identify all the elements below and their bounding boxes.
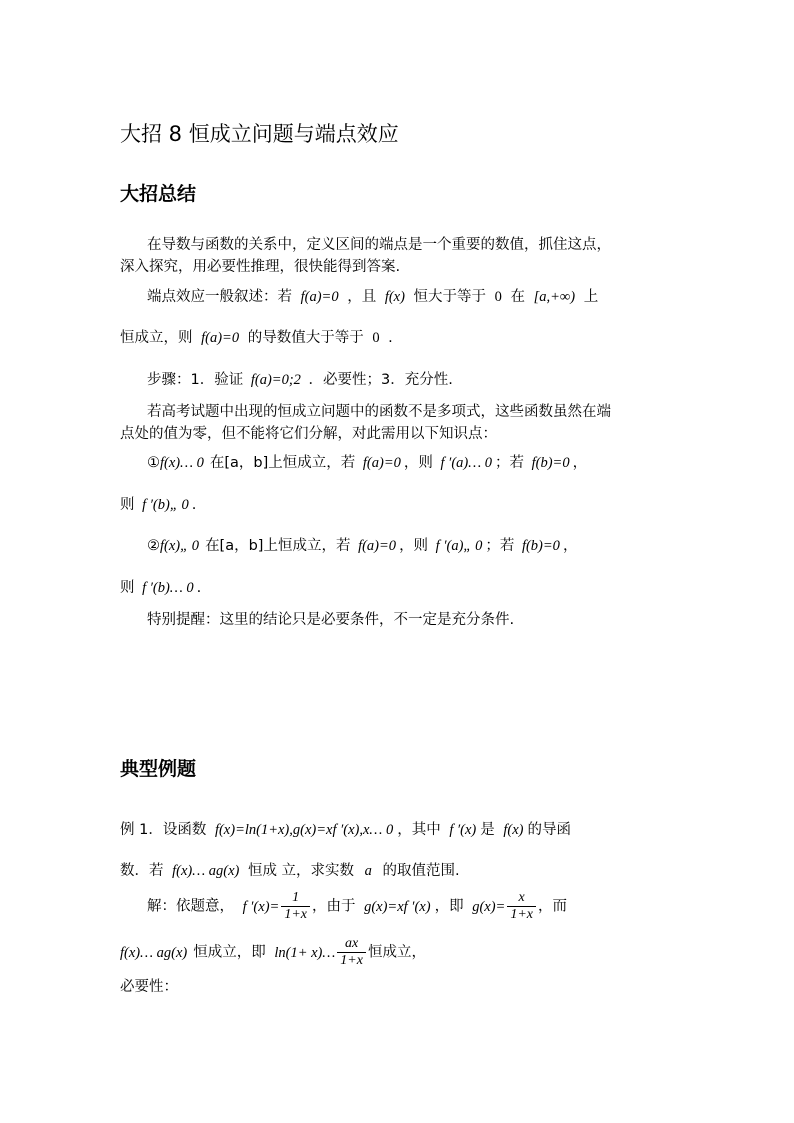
math-fx: f(x) xyxy=(384,289,405,305)
general2-text-b: 的导数值大于等于 xyxy=(247,330,364,346)
sol-text-b: ，由于 xyxy=(311,898,356,915)
sol-text-d: ，而 xyxy=(538,898,567,915)
k1-marker: ① xyxy=(147,455,160,471)
note-line-1: 若高考试题中出现的恒成立问题中的函数不是多项式，这些函数虽然在端 xyxy=(147,404,611,420)
k2b-text-a: 则 xyxy=(120,580,135,596)
sol-text-a: 解：依题意， xyxy=(147,898,234,915)
note-line-2: 点处的值为零，但不能将它们分解，对此需用以下知识点： xyxy=(120,426,497,442)
math-k2-1: f(x)„ 0 xyxy=(160,538,200,554)
math-fa-zero: f(a)=0 xyxy=(300,289,339,305)
special-reminder: 特别提醒：这里的结论只是必要条件，不一定是充分条件. xyxy=(147,612,515,628)
k1b-text-a: 则 xyxy=(120,497,135,513)
sol-l2-text-b: 恒成立， xyxy=(367,944,426,961)
intro-line-1: 在导数与函数的关系中，定义区间的端点是一个重要的数值，抓住这点， xyxy=(147,237,611,253)
k1b-text-b: . xyxy=(191,497,197,513)
math-ex1-derivative: f ′(x) xyxy=(449,822,477,838)
k2b-text-b: . xyxy=(196,580,202,596)
fraction-ax-over-1px xyxy=(337,936,366,969)
math-k2b: f ′(b)… 0 xyxy=(142,580,194,596)
math-sol-g-def: g(x)=xf ′(x) xyxy=(364,898,431,915)
k1-text-d: ；若 xyxy=(495,455,525,471)
knowledge-point-2 xyxy=(147,534,577,555)
general-text-d: 在 xyxy=(510,289,526,305)
general-text-c: 恒大于等于 xyxy=(413,289,487,305)
general-statement-line-1 xyxy=(147,285,598,306)
ex1-text-b: ，其中 xyxy=(397,822,441,838)
ex1-l2-text-b: 恒成 立，求实数 xyxy=(247,863,355,879)
math-k2-3: f ′(a)„ 0 xyxy=(435,538,483,554)
general-text-a: 端点效应一般叙述：若 xyxy=(147,289,292,305)
math-sol-g-eq: g(x)= xyxy=(472,898,506,915)
k1-text-e: ， xyxy=(572,455,588,471)
fraction-denominator: 1+x xyxy=(284,907,307,922)
k2-text-c: ，则 xyxy=(399,538,429,554)
math-sol-ln: ln(1+ x)… xyxy=(274,944,336,961)
example1-line-2 xyxy=(120,859,460,880)
fraction-denominator: 1+x xyxy=(510,907,533,922)
k1-text-b: 在[a，b]上恒成立，若 xyxy=(209,455,356,471)
page-title: 大招 8 恒成立问题与端点效应 xyxy=(120,122,399,146)
fraction-x-over-1px xyxy=(507,890,536,923)
solution-line-2 xyxy=(120,936,426,969)
general-statement-line-2 xyxy=(120,326,393,347)
ex1-text-c: 是 xyxy=(480,822,495,838)
intro-line-2: 深入探究，用必要性推理，很快能得到答案. xyxy=(120,259,401,275)
knowledge-point-1 xyxy=(147,451,587,472)
math-ex1-inequality: f(x)… ag(x) xyxy=(172,863,240,879)
math-fa-zero-2: f(a)=0 xyxy=(201,330,240,346)
ex1-l2-text-a: 数．若 xyxy=(120,863,164,879)
general-text-e: 上 xyxy=(583,289,599,305)
math-k2-4: f(b)=0 xyxy=(521,538,560,554)
math-steps: f(a)=0;2 xyxy=(250,372,301,388)
general2-text-c: . xyxy=(388,330,393,346)
fraction-1-over-1px xyxy=(281,890,310,923)
general2-text-a: 恒成立，则 xyxy=(120,330,193,346)
math-interval: [a,+∞) xyxy=(533,289,576,305)
sol-text-c: ，即 xyxy=(434,898,464,915)
math-ex1-a: a xyxy=(364,863,372,879)
steps-text-a: 步骤：1．验证 xyxy=(147,372,244,388)
example1-line-1 xyxy=(120,818,571,839)
math-zero-2: 0 xyxy=(372,330,380,346)
steps-line xyxy=(147,368,453,389)
math-k1b: f ′(b)„ 0 xyxy=(142,497,189,513)
k1-text-c: ，则 xyxy=(403,455,433,471)
ex1-text-a: 例 1．设函数 xyxy=(120,822,207,838)
fraction-numerator: ax xyxy=(337,936,366,953)
math-ex1-functions: f(x)=ln(1+x),g(x)=xf ′(x),x… 0 xyxy=(214,822,394,838)
k2-text-e: ， xyxy=(562,538,578,554)
math-k1-2: f(a)=0 xyxy=(362,455,401,471)
math-k2-2: f(a)=0 xyxy=(358,538,397,554)
k2-text-b: 在[a，b]上恒成立，若 xyxy=(205,538,351,554)
ex1-l2-text-c: 的取值范围. xyxy=(382,863,460,879)
knowledge-point-1-cont xyxy=(120,493,196,514)
ex1-text-d: 的导函 xyxy=(527,822,571,838)
solution-line-1 xyxy=(147,890,567,923)
math-k1-4: f(b)=0 xyxy=(531,455,570,471)
section-heading-examples: 典型例题 xyxy=(120,758,197,780)
math-zero: 0 xyxy=(494,289,502,305)
k2-text-d: ；若 xyxy=(485,538,515,554)
math-k1-1: f(x)… 0 xyxy=(160,455,204,471)
steps-text-b: ．必要性；3．充分性. xyxy=(308,372,453,388)
k2-marker: ② xyxy=(147,538,160,554)
general-text-b: ，且 xyxy=(347,289,377,305)
math-k1-3: f ′(a)… 0 xyxy=(440,455,493,471)
knowledge-point-2-cont xyxy=(120,576,201,597)
sol-l2-text-a: 恒成立，即 xyxy=(193,944,266,961)
section-heading-summary: 大招总结 xyxy=(120,183,197,205)
math-ex1-fx: f(x) xyxy=(503,822,524,838)
math-sol-fprime: f ′(x)= xyxy=(242,898,280,915)
math-sol-inequality: f(x)… ag(x) xyxy=(120,944,188,961)
fraction-numerator: x xyxy=(507,890,536,907)
necessity-label: 必要性： xyxy=(120,979,178,995)
fraction-denominator: 1+x xyxy=(340,953,363,968)
fraction-numerator: 1 xyxy=(281,890,310,907)
